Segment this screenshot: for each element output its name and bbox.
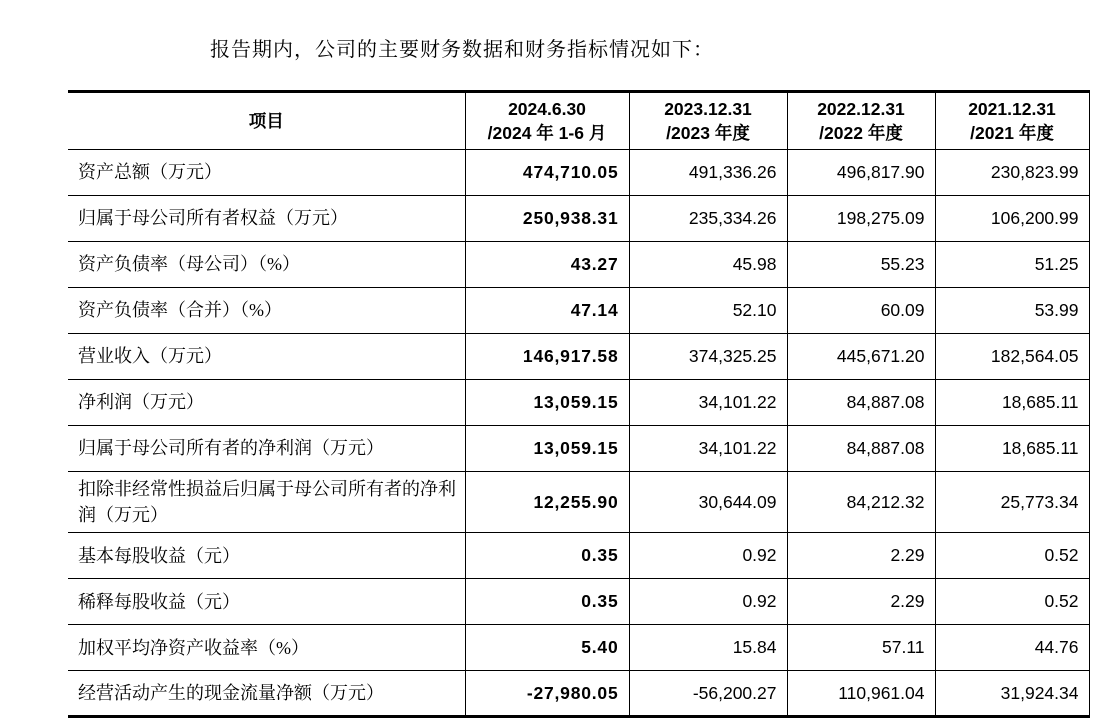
value-cell: 52.10	[629, 288, 787, 334]
value-cell: 53.99	[935, 288, 1089, 334]
value-cell: 31,924.34	[935, 671, 1089, 717]
table-row-total-assets	[68, 150, 1089, 196]
col-header-period-2021	[935, 92, 1089, 150]
value-cell: 43.27	[465, 242, 629, 288]
value-cell: 182,564.05	[935, 334, 1089, 380]
value-cell: 44.76	[935, 625, 1089, 671]
value-cell: 474,710.05	[465, 150, 629, 196]
value-cell: 491,336.26	[629, 150, 787, 196]
value-cell: 84,887.08	[787, 426, 935, 472]
period-span: /2023 年度	[666, 123, 750, 143]
value-cell: -56,200.27	[629, 671, 787, 717]
row-label: 基本每股收益（元）	[68, 533, 465, 579]
value-cell: 34,101.22	[629, 426, 787, 472]
col-header-item-label: 项目	[248, 110, 284, 131]
header-row	[68, 92, 1089, 150]
value-cell: 0.92	[629, 579, 787, 625]
value-cell: 146,917.58	[465, 334, 629, 380]
row-label: 经营活动产生的现金流量净额（万元）	[68, 671, 465, 717]
value-cell: 445,671.20	[787, 334, 935, 380]
value-cell: 198,275.09	[787, 196, 935, 242]
row-label: 归属于母公司所有者权益（万元）	[68, 196, 465, 242]
row-label: 营业收入（万元）	[68, 334, 465, 380]
value-cell: 55.23	[787, 242, 935, 288]
col-header-period-2022	[787, 92, 935, 150]
value-cell: 0.52	[935, 579, 1089, 625]
value-cell: 496,817.90	[787, 150, 935, 196]
value-cell: 0.52	[935, 533, 1089, 579]
value-cell: 110,961.04	[787, 671, 935, 717]
value-cell: 45.98	[629, 242, 787, 288]
period-date: 2021.12.31	[968, 98, 1056, 119]
period-span: /2024 年 1-6 月	[487, 123, 607, 143]
period-date: 2024.6.30	[508, 98, 586, 119]
value-cell: 15.84	[629, 625, 787, 671]
value-cell: 30,644.09	[629, 472, 787, 533]
row-label: 资产负债率（母公司）（%）	[68, 242, 465, 288]
value-cell: 60.09	[787, 288, 935, 334]
value-cell: 2.29	[787, 533, 935, 579]
table-row-weighted-avg-roe	[68, 625, 1089, 671]
row-label: 归属于母公司所有者的净利润（万元）	[68, 426, 465, 472]
period-date: 2022.12.31	[817, 98, 905, 119]
value-cell: 57.11	[787, 625, 935, 671]
table-row-operating-cash-flow	[68, 671, 1089, 717]
table-row-operating-revenue	[68, 334, 1089, 380]
value-cell: 84,887.08	[787, 380, 935, 426]
value-cell: 47.14	[465, 288, 629, 334]
col-header-period-2023	[629, 92, 787, 150]
table-row-parent-equity	[68, 196, 1089, 242]
table-row-debt-ratio-consolidated	[68, 288, 1089, 334]
value-cell: 0.35	[465, 579, 629, 625]
table-row-parent-net-profit	[68, 426, 1089, 472]
value-cell: 25,773.34	[935, 472, 1089, 533]
col-header-period-2024h1	[465, 92, 629, 150]
table-row-parent-net-profit-excl-nonrecurring	[68, 472, 1089, 533]
row-label: 稀释每股收益（元）	[68, 579, 465, 625]
value-cell: 12,255.90	[465, 472, 629, 533]
row-label: 扣除非经常性损益后归属于母公司所有者的净利润（万元）	[68, 472, 465, 533]
period-date: 2023.12.31	[664, 98, 752, 119]
table-row-basic-eps	[68, 533, 1089, 579]
table-row-debt-ratio-parent	[68, 242, 1089, 288]
value-cell: 106,200.99	[935, 196, 1089, 242]
col-header-item	[68, 92, 465, 150]
period-span: /2022 年度	[819, 123, 903, 143]
value-cell: 0.92	[629, 533, 787, 579]
value-cell: 13,059.15	[465, 426, 629, 472]
value-cell: 230,823.99	[935, 150, 1089, 196]
table-row-net-profit	[68, 380, 1089, 426]
value-cell: -27,980.05	[465, 671, 629, 717]
value-cell: 235,334.26	[629, 196, 787, 242]
value-cell: 51.25	[935, 242, 1089, 288]
value-cell: 13,059.15	[465, 380, 629, 426]
value-cell: 2.29	[787, 579, 935, 625]
value-cell: 0.35	[465, 533, 629, 579]
row-label: 资产负债率（合并）（%）	[68, 288, 465, 334]
period-span: /2021 年度	[970, 123, 1054, 143]
row-label: 资产总额（万元）	[68, 150, 465, 196]
value-cell: 250,938.31	[465, 196, 629, 242]
value-cell: 5.40	[465, 625, 629, 671]
value-cell: 18,685.11	[935, 380, 1089, 426]
financial-indicators-table	[68, 90, 1090, 718]
value-cell: 374,325.25	[629, 334, 787, 380]
intro-text: 报告期内，公司的主要财务数据和财务指标情况如下：	[210, 39, 714, 61]
value-cell: 34,101.22	[629, 380, 787, 426]
value-cell: 18,685.11	[935, 426, 1089, 472]
value-cell: 84,212.32	[787, 472, 935, 533]
table-row-diluted-eps	[68, 579, 1089, 625]
row-label: 净利润（万元）	[68, 380, 465, 426]
row-label: 加权平均净资产收益率（%）	[68, 625, 465, 671]
